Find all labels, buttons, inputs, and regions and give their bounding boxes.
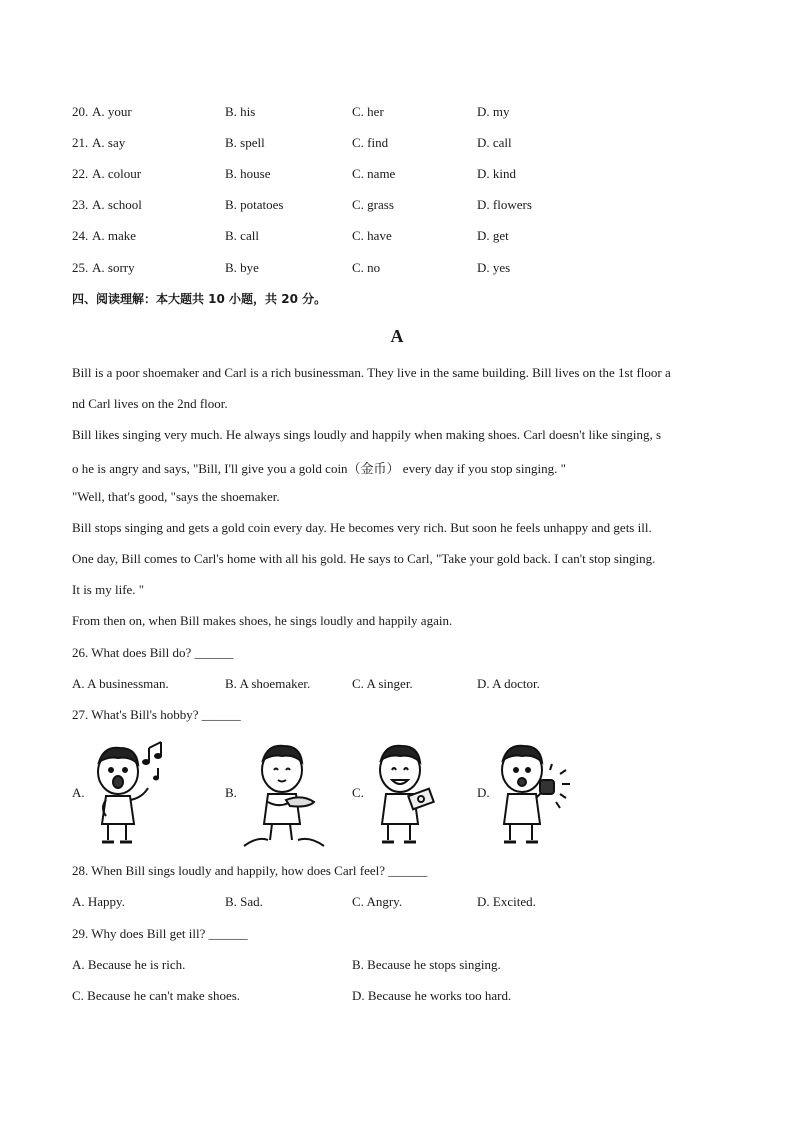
question-number: 22. [72, 166, 89, 181]
option-a: A. Because he is rich. [72, 957, 186, 972]
question-number: 23. [72, 197, 89, 212]
option-c: C. her [352, 104, 384, 119]
option-b: B. call [225, 228, 259, 243]
option-b: B. bye [225, 260, 259, 275]
question-26: 26. What does Bill do? ______ [72, 645, 234, 660]
option-a: A. make [92, 228, 137, 243]
boy-holding-money-image [366, 740, 456, 848]
option-a: A. your [92, 104, 132, 119]
option-b: B. potatoes [225, 197, 284, 212]
option-d: D. flowers [477, 197, 532, 212]
option-c: C. have [352, 228, 392, 243]
option-d-label: D. [477, 785, 490, 800]
question-number: 21. [72, 135, 89, 150]
question-27: 27. What's Bill's hobby? ______ [72, 707, 241, 722]
option-c: C. no [352, 260, 381, 275]
option-d: D. Because he works too hard. [352, 988, 512, 1003]
boy-eating-image [490, 740, 580, 848]
option-c: C. A singer. [352, 676, 413, 691]
passage-line: "Well, that's good, "says the shoemaker. [72, 489, 280, 504]
passage-line: nd Carl lives on the 2nd floor. [72, 396, 228, 411]
option-a: A. A businessman. [72, 676, 169, 691]
passage-line: It is my life. " [72, 582, 145, 597]
option-c: C. name [352, 166, 396, 181]
question-number: 24. [72, 228, 89, 243]
option-b-label: B. [225, 785, 237, 800]
option-a: A. say [92, 135, 126, 150]
option-d: D. my [477, 104, 510, 119]
passage-line: Bill stops singing and gets a gold coin every day. He becomes very rich. But soon he feels unhappy and gets ill. [72, 520, 652, 535]
passage-title: A [390, 326, 404, 346]
section-heading: 四、阅读理解：本大题共 10 小题，共 20 分。 [72, 292, 327, 306]
option-a: A. Happy. [72, 894, 125, 909]
option-c: C. grass [352, 197, 394, 212]
option-b: B. spell [225, 135, 265, 150]
boy-making-shoe-image [238, 740, 328, 848]
option-a-label: A. [72, 785, 85, 800]
passage-line: Bill is a poor shoemaker and Carl is a rich businessman. They live in the same building. Bill lives on the 1st floor a [72, 365, 671, 380]
question-28: 28. When Bill sings loudly and happily, how does Carl feel? ______ [72, 863, 428, 878]
boy-singing-image [84, 740, 174, 848]
passage-line: o he is angry and says, "Bill, I'll give you a gold coin（金币） every day if you stop singing. " [72, 461, 566, 476]
passage-line: Bill likes singing very much. He always sings loudly and happily when making shoes. Carl doesn't like singing, s [72, 427, 662, 442]
option-d: D. Excited. [477, 894, 536, 909]
passage-line: From then on, when Bill makes shoes, he sings loudly and happily again. [72, 613, 453, 628]
option-c: C. Because he can't make shoes. [72, 988, 241, 1003]
option-b: B. Because he stops singing. [352, 957, 501, 972]
option-d: D. call [477, 135, 512, 150]
option-b: B. Sad. [225, 894, 263, 909]
question-29: 29. Why does Bill get ill? ______ [72, 926, 248, 941]
option-b: B. his [225, 104, 256, 119]
question-number: 25. [72, 260, 89, 275]
option-a: A. school [92, 197, 142, 212]
option-b: B. A shoemaker. [225, 676, 311, 691]
passage-line: One day, Bill comes to Carl's home with all his gold. He says to Carl, "Take your gold back. I can't stop singing. [72, 551, 656, 566]
option-d: D. get [477, 228, 509, 243]
question-number: 20. [72, 104, 89, 119]
option-c-label: C. [352, 785, 364, 800]
option-d: D. A doctor. [477, 676, 540, 691]
option-c: C. find [352, 135, 389, 150]
option-a: A. sorry [92, 260, 135, 275]
option-a: A. colour [92, 166, 142, 181]
option-d: D. yes [477, 260, 511, 275]
option-b: B. house [225, 166, 271, 181]
option-d: D. kind [477, 166, 516, 181]
option-c: C. Angry. [352, 894, 403, 909]
